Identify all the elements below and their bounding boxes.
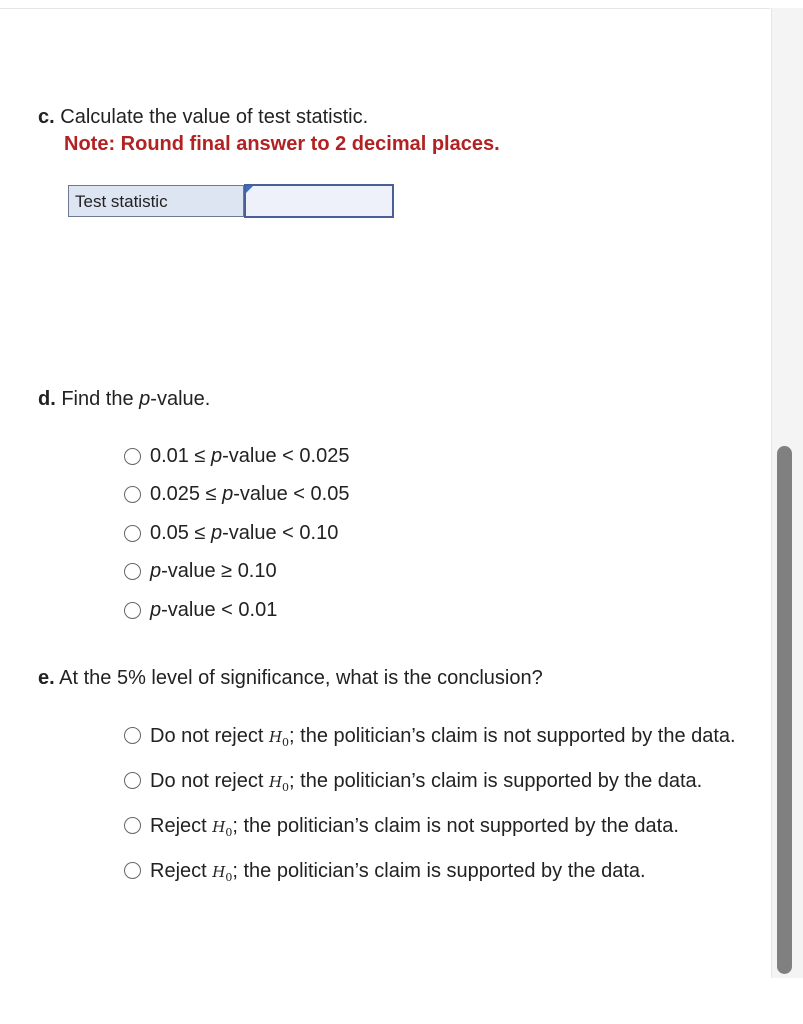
p-value-option[interactable] bbox=[124, 476, 349, 515]
option-label: p-value < 0.01 bbox=[150, 598, 278, 621]
p-value-option[interactable] bbox=[124, 437, 349, 476]
option-prefix: Reject bbox=[150, 815, 207, 837]
option-label: 0.025 ≤ p-value < 0.05 bbox=[150, 483, 350, 506]
p-italic: p bbox=[150, 598, 162, 621]
h0-symbol: $H_0$ bbox=[212, 818, 233, 839]
question-c-prompt: Calculate the value of test statistic. bbox=[60, 106, 369, 128]
option-suffix: ; the politician’s claim is not supported by the data. bbox=[232, 815, 679, 837]
conclusion-option[interactable] bbox=[124, 812, 764, 847]
option-suffix: ; the politician’s claim is not supported by the data. bbox=[289, 725, 736, 747]
conclusion-options bbox=[124, 722, 764, 902]
p-italic: p bbox=[222, 483, 234, 506]
test-statistic-input[interactable] bbox=[244, 184, 394, 218]
p-italic: p bbox=[211, 444, 223, 467]
p-italic: p bbox=[150, 560, 162, 583]
p-value-option[interactable] bbox=[124, 591, 349, 630]
option-label: p-value ≥ 0.10 bbox=[150, 560, 277, 583]
radio-button[interactable] bbox=[124, 817, 141, 834]
option-label: 0.05 ≤ p-value < 0.10 bbox=[150, 521, 339, 544]
radio-button[interactable] bbox=[124, 602, 141, 619]
question-e bbox=[38, 665, 543, 691]
question-e-heading bbox=[38, 665, 543, 691]
option-prefix: Do not reject bbox=[150, 770, 264, 792]
p-italic: p bbox=[211, 521, 223, 544]
question-e-prompt: At the 5% level of significance, what is the conclusion? bbox=[59, 667, 543, 689]
question-c bbox=[38, 104, 500, 156]
p-value-option[interactable] bbox=[124, 553, 349, 592]
option-suffix: ; the politician’s claim is supported by the data. bbox=[232, 860, 646, 882]
h0-symbol: $H_0$ bbox=[268, 728, 290, 749]
radio-button[interactable] bbox=[124, 448, 141, 465]
radio-button[interactable] bbox=[124, 525, 141, 542]
test-statistic-table bbox=[68, 185, 394, 218]
question-d-letter: d. bbox=[38, 388, 56, 410]
question-d bbox=[38, 386, 210, 412]
conclusion-option[interactable] bbox=[124, 767, 764, 802]
p-value-option[interactable] bbox=[124, 514, 349, 553]
p-italic: p bbox=[139, 388, 151, 410]
rounding-note: Note: Round final answer to 2 decimal places. bbox=[64, 133, 500, 155]
radio-button[interactable] bbox=[124, 486, 141, 503]
question-d-prompt: Find the p-value. bbox=[61, 388, 211, 410]
p-value-options bbox=[124, 437, 349, 630]
h0-symbol: $H_0$ bbox=[212, 863, 233, 884]
question-c-letter: c. bbox=[38, 106, 55, 128]
option-prefix: Reject bbox=[150, 860, 207, 882]
option-label: 0.01 ≤ p-value < 0.025 bbox=[150, 444, 350, 467]
option-prefix: Do not reject bbox=[150, 725, 264, 747]
conclusion-option[interactable] bbox=[124, 857, 764, 892]
conclusion-option[interactable] bbox=[124, 722, 764, 757]
scrollbar-thumb[interactable] bbox=[777, 446, 792, 974]
question-e-letter: e. bbox=[38, 667, 55, 689]
radio-button[interactable] bbox=[124, 563, 141, 580]
radio-button[interactable] bbox=[124, 862, 141, 879]
question-c-heading bbox=[38, 104, 500, 130]
option-suffix: ; the politician’s claim is supported by the data. bbox=[289, 770, 703, 792]
top-divider bbox=[0, 8, 770, 9]
radio-button[interactable] bbox=[124, 772, 141, 789]
question-d-heading bbox=[38, 386, 210, 412]
h0-symbol: $H_0$ bbox=[268, 773, 290, 794]
radio-button[interactable] bbox=[124, 727, 141, 744]
test-statistic-label: Test statistic bbox=[68, 185, 244, 217]
